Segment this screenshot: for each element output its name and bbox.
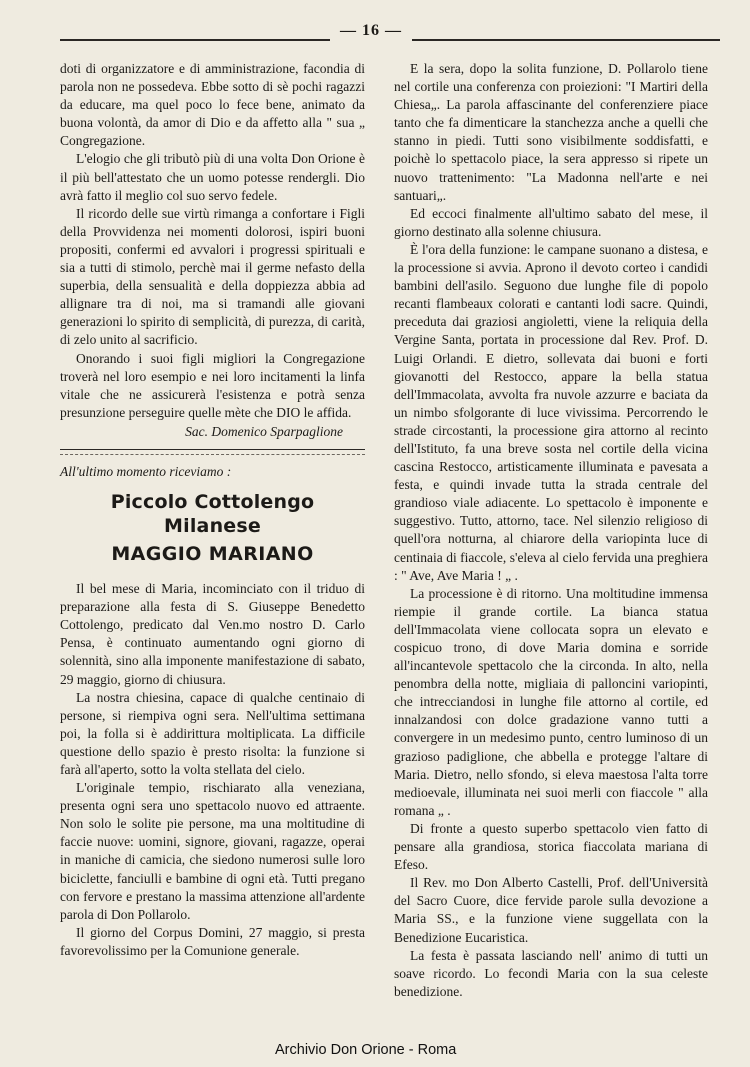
header-rule-left: [60, 39, 330, 41]
paragraph: L'elogio che gli tributò più di una volta Don Orione è il più bell'attestato che un uomo potesse rendergli. Dio avrà fatto il meglio col suo servo fedele.: [60, 151, 365, 203]
right-column: [394, 60, 708, 1001]
archive-stamp: Archivio Don Orione - Roma: [275, 1042, 457, 1058]
paragraph: Il giorno del Corpus Domini, 27 maggio, si presta favorevolissimo per la Comunione generale.: [60, 924, 365, 958]
paragraph: doti di organizzatore e di amministrazione, facondia di parola non ne possedeva. Ebbe sotto di sè pochi ragazzi da educare, ma quel poco lo fece bene, animato da buona volontà, da amor di Dio e da affetto alla " sua „ Congregazione.: [60, 61, 365, 149]
paragraph: Il bel mese di Maria, incominciato con il triduo di preparazione alla festa di S. Giuseppe Benedetto Cottolengo, predicato dal Ven.mo nostro D. Carlo Pensa, è continuato aumentando ogni giorno di solennità, sino alla imponente manifestazione di sabato, 29 maggio, giorno di chiusura.: [60, 581, 365, 687]
left-column: [60, 60, 365, 960]
paragraph: La festa è passata lasciando nell' animo di tutti un soave ricordo. Lo fecondi Maria con la sua celeste benedizione.: [394, 947, 708, 999]
paragraph: La nostra chiesina, capace di qualche centinaio di persone, si riempiva ogni sera. Nell'ultima settimana poi, la folla si è addirittura moltiplicata. La difficile questione dello spazio è presto risolta: la funzione si farà all'aperto, sotto la volta stellata del cielo.: [60, 689, 365, 777]
page-number: — 16 —: [340, 22, 402, 39]
paragraph: Il Rev. mo Don Alberto Castelli, Prof. dell'Università del Sacro Cuore, dice fervide parole sulla devozione a Maria SS., e la funzione viene suggellata con la Benedizione Eucaristica.: [394, 875, 708, 945]
paragraph: E la sera, dopo la solita funzione, D. Pollarolo tiene nel cortile una conferenza con proiezioni: "I Martiri della Chiesa„. La parola affascinante del conferenziere piace tanto che fa dimenticare la stanchezza anche a quelli che stanno in piedi. Tutti sono visibilmente soddisfatti, e poichè lo spettacolo piace, la sera appresso si ripete un nuovo trattenimento: "La Madonna nell'arte e nei santuari„.: [394, 61, 708, 203]
intro-note: All'ultimo momento riceviamo :: [60, 463, 232, 479]
article-subtitle: MAGGIO MARIANO: [111, 543, 314, 566]
signature: Sac. Domenico Sparpaglione: [185, 423, 343, 439]
paragraph: L'originale tempio, rischiarato alla veneziana, presenta ogni sera uno spettacolo nuovo ed attraente. Non solo le solite pie persone, ma una moltitudine di faccie nuove: uomini, signore, giovani, ragazze, operai in maniche di camicia, che siedono numerosi sulle loro biciclette, fanciulli e bambine di ogni età. Tutti pregano con fervore e prestano la massima attenzione all'ardente parola di Don Pollarolo.: [60, 780, 365, 922]
section-divider: [60, 449, 365, 455]
paragraph: La processione è di ritorno. Una moltitudine immensa riempie il grande cortile. La bianca statua dell'Immacolata viene collocata sopra un elevato e cospicuo trono, di dove Maria domina e sorride all'incantevole spettacolo che la circonda. In alto, nella penombra della notte, migliaia di palloncini variopinti, che intrecciandosi in lunghe file attorno al cortile, ed innalzandosi con dolce gradazione vanno tutti a convergere in un medesimo punto, centro luminoso di un grazioso padiglione, che abbella e protegge l'altare di Maria. Dietro, nello sfondo, si eleva maestosa l'alta torre medioevale, illuminata nei suoi merli con fiaccole " alla romana „ .: [394, 585, 708, 818]
paragraph: Il ricordo delle sue virtù rimanga a confortare i Figli della Provvidenza nei momenti dolorosi, ispiri buoni propositi, confermi ed avvalori i progressi spirituali e sia a tutti di stimolo, perchè mai il germe nefasto della superbia, della sensualità e della doppiezza abbia ad allignare tra di noi, ma si tramandi alle giovani generazioni lo spirito di semplicità, di purezza, di carità, di zelo unito al sacrificio.: [60, 205, 365, 348]
page-header: [60, 22, 720, 42]
paragraph: Di fronte a questo superbo spettacolo vien fatto di pensare alla grandiosa, storica fiaccolata mariana di Efeso.: [394, 820, 708, 873]
paragraph: Onorando i suoi figli migliori la Congregazione troverà nel loro esempio e nei loro incitamenti la linfa vitale che ne assicurerà l'esistenza e potrà senza presunzione perseguire quelle mète che DIO le affida.: [60, 350, 365, 420]
paragraph: È l'ora della funzione: le campane suonano a distesa, e la processione si avvia. Aprono il devoto corteo i candidi bambini dell'asilo. Seguono due lunghe file di popolo recanti flambeaux colorati e cantanti lodi sacre. Quindi, preceduta dai graziosi angioletti, viene la reliquia della Vergine Santa, portata in processione dal Rev. Prof. D. Luigi Orlandi. E dietro, sollevata dai buoni e forti giovanotti del Restocco, appare la bella statua dell'Immacolata, avvolta fra nuvole azzurre e baciata da un nimbo sfolgorante di luce vivissima. Percorrendo le strade circostanti, la processione gira attorno al recinto dell'Istituto, fa una breve sosta nel cortile della vicina cascina Restocco, artisticamente illuminata e pavesata a festa, e quindi invade tutta la strada centrale del grandioso viale adiacente. Lo spettacolo è imponente e suggestivo. Tutto, attorno, tace. Nel silenzio religioso di quell'ora notturna, al chiarore della variopinta luce di centinaia di fiaccole, s'eleva al cielo fervida una preghiera : " Ave, Ave Maria ! „ .: [394, 241, 708, 583]
paragraph: Ed eccoci finalmente all'ultimo sabato del mese, il giorno destinato alla solenne chiusura.: [394, 205, 708, 239]
header-rule-right: [412, 39, 720, 41]
article-title: Piccolo Cottolengo Milanese: [110, 491, 315, 538]
